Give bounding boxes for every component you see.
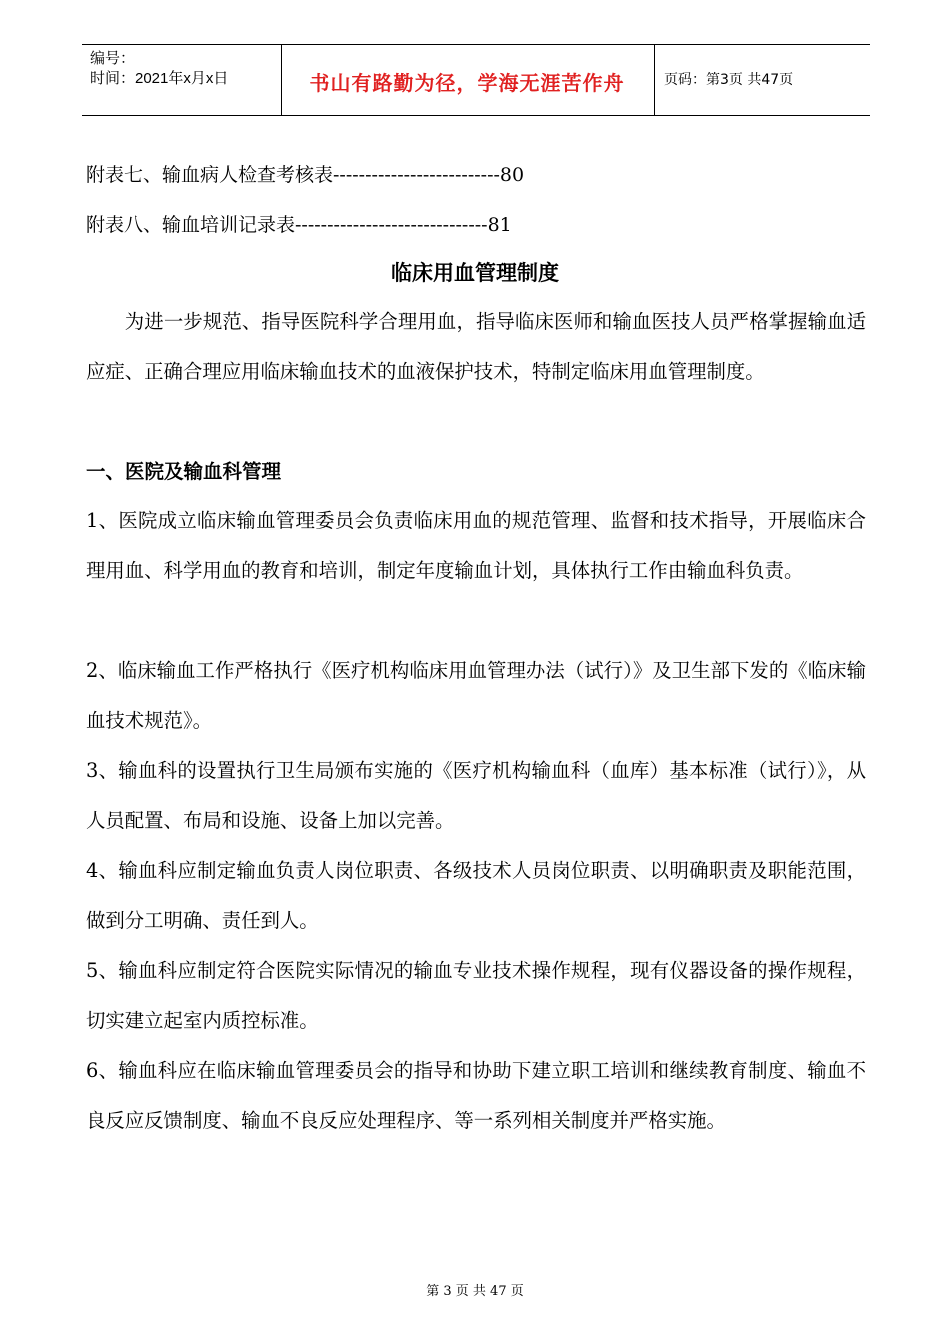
header-motto: 书山有路勤为径，学海无涯苦作舟 (309, 71, 625, 95)
intro-paragraph: 为进一步规范、指导医院科学合理用血，指导临床医师和输血医技人员严格掌握输血适应症、正确合理应用临床输血技术的血液保护技术，特制定临床用血管理制度。 (86, 310, 866, 383)
list-item: 4、输血科应制定输血负责人岗位职责、各级技术人员岗位职责、以明确职责及职能范围，做到分工明确、责任到人。 (86, 859, 866, 932)
page-header (82, 44, 870, 116)
section-heading: 一、医院及输血科管理 (86, 460, 282, 483)
list-item: 2、临床输血工作严格执行《医疗机构临床用血管理办法（试行）》及卫生部下发的《临床输血技术规范》。 (86, 659, 866, 732)
page-footer: 第 3 页 共 47 页 (426, 1284, 524, 1299)
header-number: 编号： (90, 50, 136, 67)
header-page-info: 页码：第3页 共47页 (664, 72, 794, 88)
header-divider (654, 45, 655, 115)
header-time: 时间：2021年x月x日 (90, 70, 229, 87)
list-item: 5、输血科应制定符合医院实际情况的输血专业技术操作规程，现有仪器设备的操作规程，切实建立起室内质控标准。 (86, 959, 866, 1032)
document-title: 临床用血管理制度 (391, 261, 559, 285)
list-item: 1、医院成立临床输血管理委员会负责临床用血的规范管理、监督和技术指导，开展临床合理用血、科学用血的教育和培训，制定年度输血计划，具体执行工作由输血科负责。 (86, 509, 866, 582)
toc-entry: 附表七、输血病人检查考核表--------------------------80 (86, 164, 525, 186)
toc-entry: 附表八、输血培训记录表------------------------------81 (86, 214, 512, 236)
list-item: 3、输血科的设置执行卫生局颁布实施的《医疗机构输血科（血库）基本标准（试行）》，从人员配置、布局和设施、设备上加以完善。 (86, 759, 866, 832)
list-item: 6、输血科应在临床输血管理委员会的指导和协助下建立职工培训和继续教育制度、输血不良反应反馈制度、输血不良反应处理程序、等一系列相关制度并严格实施。 (86, 1059, 866, 1132)
header-meta (90, 49, 228, 89)
